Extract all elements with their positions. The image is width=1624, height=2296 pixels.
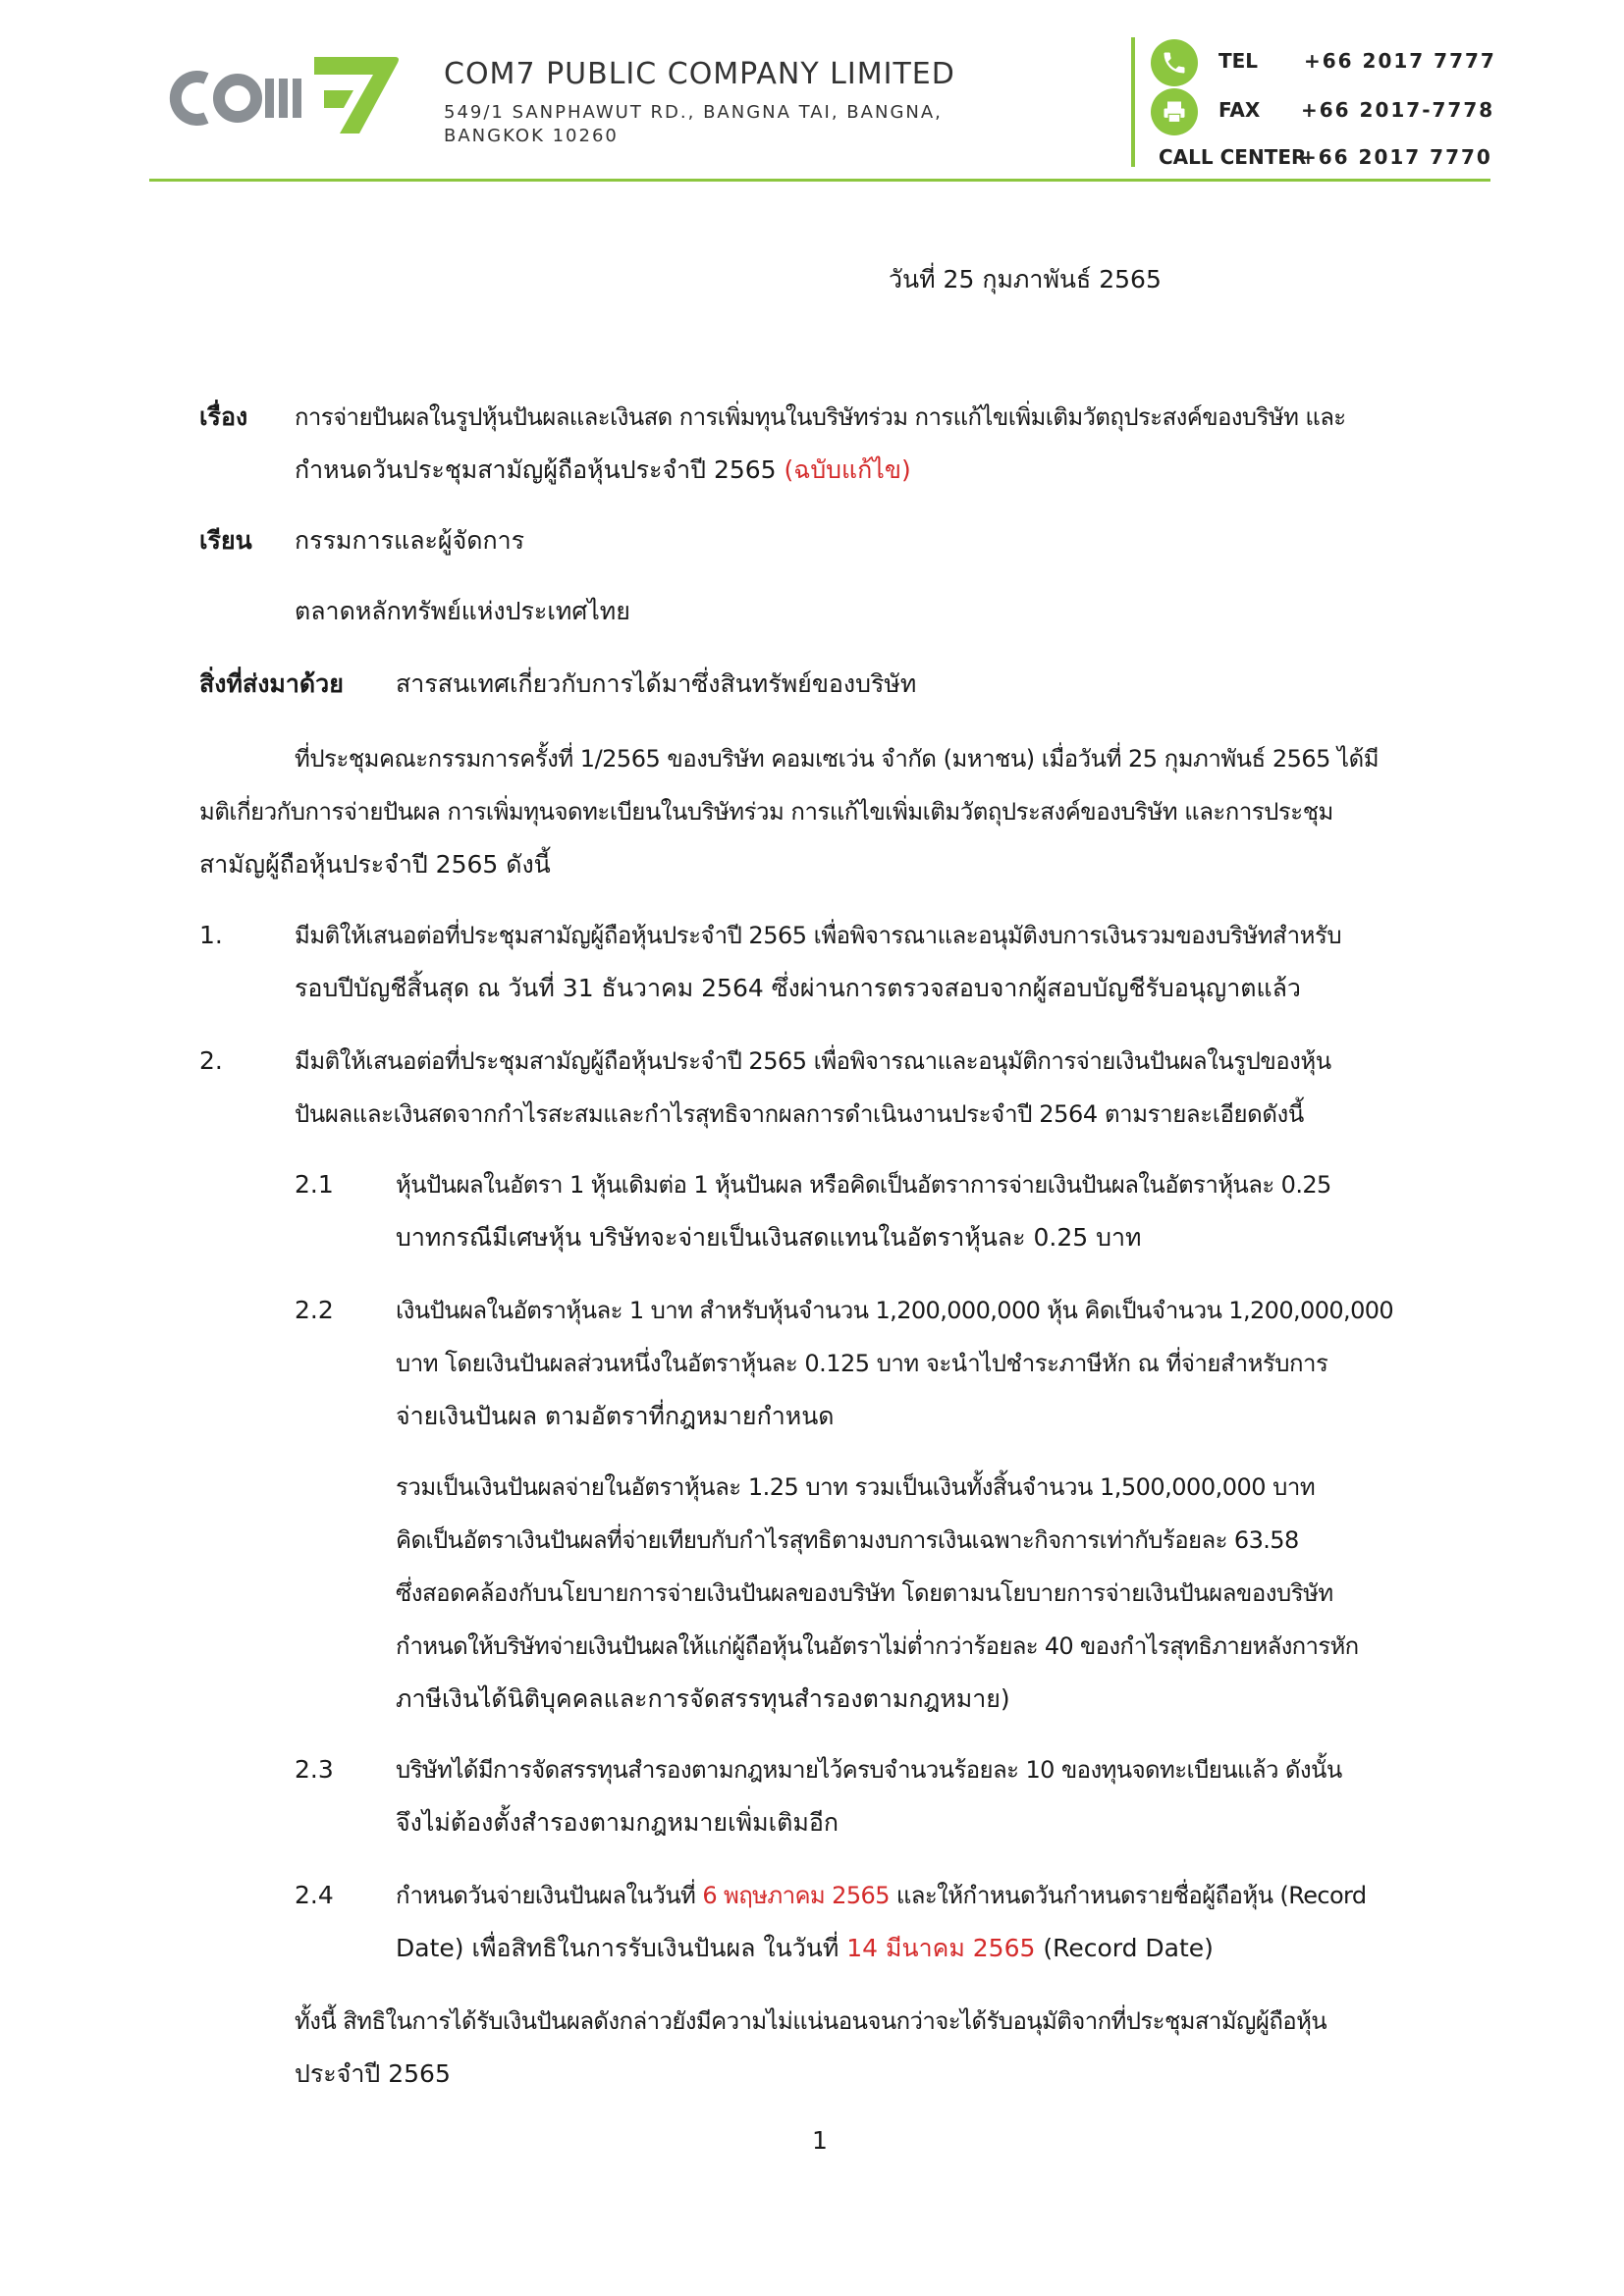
call-center-label: CALL CENTER — [1159, 145, 1307, 169]
sub-2-4-pre: กำหนดวันจ่ายเงินปันผลในวันที่ — [396, 1882, 703, 1909]
total-line-5: ภาษีเงินได้นิติบุคคลและการจัดสรรทุนสำรองตามกฎหมาย) — [396, 1684, 1010, 1713]
sub-2-4-number: 2.4 — [295, 1881, 334, 1909]
logo-mark-icon — [167, 51, 403, 139]
intro-line-1: ที่ประชุมคณะกรรมการครั้งที่ 1/2565 ของบริษัท คอมเซเว่น จำกัด (มหาชน) เมื่อวันที่ 25 กุมภาพันธ์ 2565 ได้มี — [295, 745, 1380, 773]
item-1-line-1: มีมติให้เสนอต่อที่ประชุมสามัญผู้ถือหุ้นประจำปี 2565 เพื่อพิจารณาและอนุมัติงบการเงินรวมของบริษัทสำหรับ — [295, 922, 1342, 949]
intro-line-3: สามัญผู้ถือหุ้นประจำปี 2565 ดังนี้ — [199, 850, 551, 879]
to-line-1: กรรมการและผู้จัดการ — [295, 526, 525, 555]
tel-label: TEL — [1218, 49, 1259, 73]
item-1-number: 1. — [199, 921, 223, 949]
total-line-4: กำหนดให้บริษัทจ่ายเงินปันผลให้แก่ผู้ถือหุ้นในอัตราไม่ต่ำกว่าร้อยละ 40 ของกำไรสุทธิภายหลังการหัก — [396, 1632, 1359, 1660]
phone-icon — [1151, 39, 1198, 86]
item-2-number: 2. — [199, 1046, 223, 1075]
sub-2-4-line-2-pre: Date) เพื่อสิทธิในการรับเงินปันผล ในวันที่ — [396, 1934, 847, 1962]
record-date: 14 มีนาคม 2565 — [846, 1934, 1036, 1962]
sub-2-4-line-2 — [396, 1922, 1214, 1975]
sub-2-2-line-2: บาท โดยเงินปันผลส่วนหนึ่งในอัตราหุ้นละ 0.125 บาท จะนำไปชำระภาษีหัก ณ ที่จ่ายสำหรับการ — [396, 1350, 1328, 1377]
sub-2-2-line-1: เงินปันผลในอัตราหุ้นละ 1 บาท สำหรับหุ้นจำนวน 1,200,000,000 หุ้น คิดเป็นจำนวน 1,200,000,000 — [396, 1297, 1394, 1324]
item-2-line-2: ปันผลและเงินสดจากกำไรสะสมและกำไรสุทธิจากผลการดำเนินงานประจำปี 2564 ตามรายละเอียดดังนี้ — [295, 1100, 1304, 1128]
tel-value[interactable]: +66 2017 7777 — [1304, 49, 1496, 73]
fax-value: +66 2017-7778 — [1301, 98, 1495, 122]
header-divider-vertical — [1131, 37, 1135, 167]
revised-badge: (ฉบับแก้ไข) — [784, 455, 911, 484]
sub-2-4-line-2-post: (Record Date) — [1035, 1934, 1214, 1962]
item-1-line-2: รอบปีบัญชีสิ้นสุด ณ วันที่ 31 ธันวาคม 2564 ซึ่งผ่านการตรวจสอบจากผู้สอบบัญชีรับอนุญาตแล้ว — [295, 974, 1301, 1002]
intro-line-2: มติเกี่ยวกับการจ่ายปันผล การเพิ่มทุนจดทะเบียนในบริษัทร่วม การแก้ไขเพิ่มเติมวัตถุประสงค์ของบริษัท และการประชุม — [199, 798, 1333, 826]
call-center-value[interactable]: +66 2017 7770 — [1300, 145, 1492, 169]
total-line-2: คิดเป็นอัตราเงินปันผลที่จ่ายเทียบกับกำไรสุทธิตามงบการเงินเฉพาะกิจการเท่ากับร้อยละ 63.58 — [396, 1526, 1299, 1554]
subject-label: เรื่อง — [199, 402, 248, 431]
sub-2-4-line-1 — [396, 1869, 1367, 1922]
subject-line-1: การจ่ายปันผลในรูปหุ้นปันผลและเงินสด การเพิ่มทุนในบริษัทร่วม การแก้ไขเพิ่มเติมวัตถุประสงค์ของบริษัท และ — [295, 403, 1346, 431]
letter-date: วันที่ 25 กุมภาพันธ์ 2565 — [889, 265, 1162, 294]
payment-date: 6 พฤษภาคม 2565 — [702, 1882, 890, 1909]
total-line-3: ซึ่งสอดคล้องกับนโยบายการจ่ายเงินปันผลของบริษัท โดยตามนโยบายการจ่ายเงินปันผลของบริษัท — [396, 1579, 1333, 1607]
address-line-2: BANGKOK 10260 — [444, 126, 619, 146]
sub-2-1-number: 2.1 — [295, 1170, 334, 1199]
to-line-2: ตลาดหลักทรัพย์แห่งประเทศไทย — [295, 597, 630, 625]
address-line-1: 549/1 SANPHAWUT RD., BANGNA TAI, BANGNA, — [444, 102, 943, 123]
fax-label: FAX — [1218, 98, 1261, 122]
sub-2-1-line-1: หุ้นปันผลในอัตรา 1 หุ้นเดิมต่อ 1 หุ้นปันผล หรือคิดเป็นอัตราการจ่ายเงินปันผลในอัตราหุ้นละ 0.25 — [396, 1171, 1331, 1199]
fax-icon — [1151, 88, 1198, 135]
sub-2-3-number: 2.3 — [295, 1755, 334, 1784]
item-2-line-1: มีมติให้เสนอต่อที่ประชุมสามัญผู้ถือหุ้นประจำปี 2565 เพื่อพิจารณาและอนุมัติการจ่ายเงินปันผลในรูปของหุ้น — [295, 1047, 1331, 1075]
sub-2-4-mid: และให้กำหนดวันกำหนดรายชื่อผู้ถือหุ้น (Record — [889, 1882, 1367, 1909]
sub-2-3-line-2: จึงไม่ต้องตั้งสำรองตามกฎหมายเพิ่มเติมอีก — [396, 1808, 839, 1837]
enclosure-text: สารสนเทศเกี่ยวกับการได้มาซึ่งสินทรัพย์ของบริษัท — [396, 669, 917, 698]
sub-2-1-line-2: บาทกรณีมีเศษหุ้น บริษัทจะจ่ายเป็นเงินสดแทนในอัตราหุ้นละ 0.25 บาท — [396, 1223, 1142, 1252]
to-label: เรียน — [199, 526, 252, 555]
sub-2-3-line-1: บริษัทได้มีการจัดสรรทุนสำรองตามกฎหมายไว้ครบจำนวนร้อยละ 10 ของทุนจดทะเบียนแล้ว ดังนั้น — [396, 1756, 1342, 1784]
company-logo — [167, 51, 403, 139]
subject-line-2 — [295, 444, 911, 497]
enclosure-label: สิ่งที่ส่งมาด้วย — [199, 669, 344, 698]
closing-line-1: ทั้งนี้ สิทธิในการได้รับเงินปันผลดังกล่าวยังมีความไม่แน่นอนจนกว่าจะได้รับอนุมัติจากที่ประชุมสามัญผู้ถือหุ้น — [295, 2007, 1327, 2035]
company-address — [444, 101, 943, 148]
subject-text: กำหนดวันประชุมสามัญผู้ถือหุ้นประจำปี 2565 — [295, 455, 777, 484]
page-number: 1 — [812, 2126, 828, 2155]
total-line-1: รวมเป็นเงินปันผลจ่ายในอัตราหุ้นละ 1.25 บาท รวมเป็นเงินทั้งสิ้นจำนวน 1,500,000,000 บาท — [396, 1473, 1316, 1501]
sub-2-2-number: 2.2 — [295, 1296, 334, 1324]
closing-line-2: ประจำปี 2565 — [295, 2059, 451, 2088]
header-divider-horizontal — [149, 179, 1490, 182]
sub-2-2-line-3: จ่ายเงินปันผล ตามอัตราที่กฎหมายกำหนด — [396, 1402, 835, 1430]
company-name: COM7 PUBLIC COMPANY LIMITED — [444, 57, 955, 91]
